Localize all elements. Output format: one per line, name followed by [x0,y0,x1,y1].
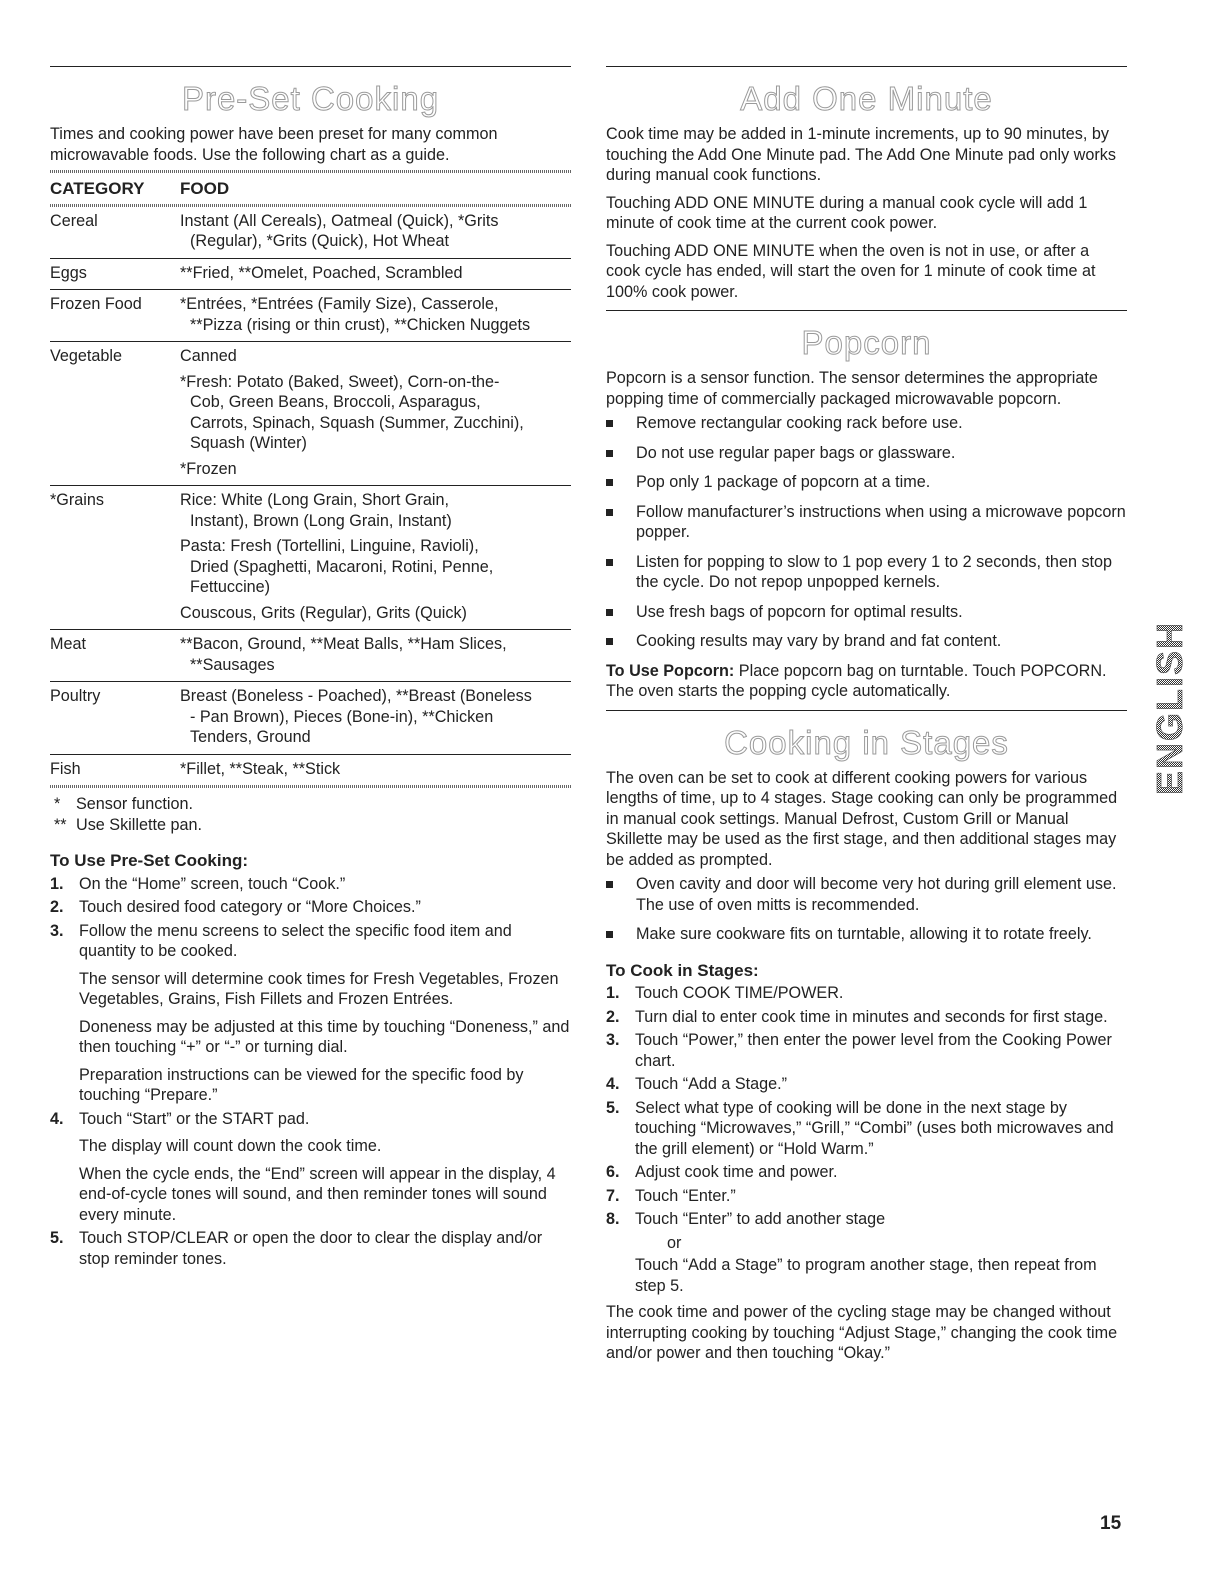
category-cell: Cereal [50,207,180,259]
add-minute-paragraph: Touching ADD ONE MINUTE during a manual cook cycle will add 1 minute of cook time at the current cook power. [606,193,1088,232]
step-text: Touch “Enter.” [635,1186,736,1205]
stages-bullets [606,874,1127,945]
footnotes [50,794,571,835]
bullet-item [606,552,1127,593]
food-block [180,459,571,480]
food-cell [180,682,571,755]
food-cell [180,342,571,486]
table-row [50,290,571,342]
step-text: Touch “Start” or the START pad. [79,1109,310,1128]
add-minute-paragraph: Touching ADD ONE MINUTE when the oven is not in use, or after a cook cycle has ended, will start the oven for 1 minute of cook time at 100% cook power. [606,241,1096,301]
food-block [180,686,571,748]
step-text: Turn dial to enter cook time in minutes and seconds for first stage. [635,1007,1108,1026]
category-cell: Vegetable [50,342,180,486]
table-row [50,486,571,630]
top-rule [606,66,1127,67]
bullet-square-icon [606,559,613,566]
food-block [180,211,571,252]
category-cell: Frozen Food [50,290,180,342]
food-line: **Bacon, Ground, **Meat Balls, **Ham Slices, [180,635,507,653]
bullet-square-icon [606,509,613,516]
food-line: Tenders, Ground [190,728,311,746]
food-cell [180,754,571,785]
bullet-text: Cooking results may vary by brand and fat content. [636,632,1002,650]
step-text: Touch “Power,” then enter the power level from the Cooking Power chart. [635,1031,1112,1070]
category-cell: Poultry [50,682,180,755]
food-line: Fettuccine) [190,578,271,596]
food-line: **Fried, **Omelet, Poached, Scrambled [180,263,463,282]
category-cell: *Grains [50,486,180,630]
bullet-text: Oven cavity and door will become very hot during grill element use. The use of oven mitts is recommended. [636,875,1117,914]
step-item [50,874,571,895]
step-item [606,1074,1127,1095]
popcorn-bullets [606,413,1127,652]
step-subtext: The sensor will determine cook times for Fresh Vegetables, Frozen Vegetables, Grains, Fish Fillets and Frozen Entrées. [79,969,559,1008]
table-row [50,754,571,785]
table-bottom-border [50,785,571,788]
step-text: Touch STOP/CLEAR or open the door to clear the display and/or stop reminder tones. [79,1229,543,1268]
top-rule [50,66,571,67]
bullet-item [606,924,1127,945]
food-block [180,490,571,531]
howto-heading-preset: To Use Pre-Set Cooking: [50,851,249,870]
bullet-text: Do not use regular paper bags or glassware. [636,443,956,462]
section-rule [606,310,1127,311]
bullet-item [606,874,1127,915]
food-cell [180,630,571,682]
stages-intro: The oven can be set to cook at different cooking powers for various lengths of time, up to 4 stages. Stage cooking can only be programmed in manual cook settings. Manual Defrost, Custom Grill or Manual Skillette may be used as the first stage, and then additional stages may be added as prompted. [606,768,1118,869]
food-block [180,759,571,780]
step-subtext: Doneness may be adjusted at this time by touching “Doneness,” and then touching “+” or “-” or turning dial. [79,1017,570,1056]
section-title-popcorn: Popcorn [801,324,932,361]
bullet-item [606,472,1127,493]
step-text: Follow the menu screens to select the specific food item and quantity to be cooked. [79,921,512,960]
step-item [50,1228,571,1269]
step-number: 4. [606,1075,620,1093]
step-text: On the “Home” screen, touch “Cook.” [79,874,346,893]
step-number: 6. [606,1163,620,1181]
table-row [50,342,571,486]
footnote-text: Use Skillette pan. [76,815,202,834]
step-number: 3. [50,921,64,940]
step-item [606,1007,1127,1028]
preset-steps-list [50,874,571,1270]
or-step: Touch “Add a Stage” to program another stage, then repeat from step 5. [635,1256,1097,1295]
or-text: or [667,1233,682,1252]
food-block [180,634,571,675]
food-line: Breast (Boneless - Poached), **Breast (Boneless [180,687,532,705]
step-text: Adjust cook time and power. [635,1163,838,1181]
food-block [180,263,571,284]
add-minute-paragraph: Cook time may be added in 1-minute increments, up to 90 minutes, by touching the Add One Minute pad. The Add One Minute pad only works during manual cook functions. [606,125,1116,184]
table-row [50,258,571,290]
bullet-text: Make sure cookware fits on turntable, allowing it to rotate freely. [636,925,1092,943]
step-number: 8. [606,1210,620,1228]
section-rule [606,710,1127,711]
step-item [606,1098,1127,1160]
bullet-square-icon [606,931,613,938]
food-cell [180,258,571,290]
step-item [606,983,1127,1004]
food-line: Couscous, Grits (Regular), Grits (Quick) [180,603,467,622]
footnote-mark: * [54,795,61,813]
step-item [606,1209,1127,1230]
stages-closing: The cook time and power of the cycling stage may be changed without interrupting cooking by touching “Adjust Stage,” changing the cook time and/or power and then touching “Okay.” [606,1303,1118,1362]
food-line: Instant), Brown (Long Grain, Instant) [190,511,452,530]
food-line: *Frozen [180,459,237,478]
food-cell [180,290,571,342]
page-number: 15 [1100,1513,1122,1534]
step-item [606,1162,1127,1183]
bullet-text: Follow manufacturer’s instructions when using a microwave popcorn popper. [636,502,1126,541]
preset-category-table [50,173,571,785]
bullet-square-icon [606,881,613,888]
popcorn-instructions [606,661,1127,702]
table-body [50,207,571,786]
food-line: Dried (Spaghetti, Macaroni, Rotini, Penne, [190,557,494,576]
footnote-mark: ** [54,815,67,834]
food-block [180,603,571,624]
step-number: 2. [50,898,64,916]
stages-steps-list [606,983,1127,1230]
table-row [50,630,571,682]
step-number: 2. [606,1007,620,1026]
bullet-square-icon [606,420,613,427]
bullet-text: Use fresh bags of popcorn for optimal results. [636,602,963,621]
bullet-item [606,631,1127,652]
section-title-add-one-minute: Add One Minute [740,80,993,117]
step-text: Select what type of cooking will be done in the next stage by touching “Microwaves,” “Grill,” “Combi” (uses both microwaves and the grill element) or “Hold Warm.” [635,1098,1114,1158]
left-column [50,66,571,1272]
bullet-item [606,502,1127,543]
food-cell [180,486,571,630]
food-line: **Sausages [190,655,275,674]
side-tab-label: ENGLISH [1149,620,1190,796]
step-subtext: The display will count down the cook time. [79,1137,382,1155]
bullet-square-icon [606,638,613,645]
bullet-item [606,602,1127,623]
food-line: - Pan Brown), Pieces (Bone-in), **Chicken [190,707,494,726]
food-line: Rice: White (Long Grain, Short Grain, [180,491,449,509]
step-item [606,1030,1127,1071]
food-block [180,294,571,335]
step-text: Touch “Add a Stage.” [635,1075,788,1093]
table-row [50,207,571,259]
bullet-text: Listen for popping to slow to 1 pop every 1 to 2 seconds, then stop the cycle. Do not repop unpopped kernels. [636,552,1113,591]
add-minute-body [606,124,1127,302]
footnote [50,815,571,836]
howto-heading-stages: To Cook in Stages: [606,960,759,980]
food-line: Instant (All Cereals), Oatmeal (Quick), *Grits [180,211,499,230]
step-subtext: When the cycle ends, the “End” screen will appear in the display, 4 end-of-cycle tones will sound, and then reminder tones will sound every minute. [79,1164,556,1224]
step-number: 5. [606,1098,620,1117]
food-line: Cob, Green Beans, Broccoli, Asparagus, [190,393,481,411]
step-item [50,921,571,1106]
section-title-cooking-in-stages: Cooking in Stages [724,723,1009,761]
step-number: 3. [606,1031,620,1049]
preset-intro: Times and cooking power have been preset for many common microwavable foods. Use the following chart as a guide. [50,125,498,164]
food-line: *Fillet, **Steak, **Stick [180,759,341,778]
bullet-item [606,443,1127,464]
step-text: Touch COOK TIME/POWER. [635,984,844,1002]
bullet-item [606,413,1127,434]
step-number: 1. [50,874,64,893]
food-line: Canned [180,347,237,365]
bullet-text: Pop only 1 package of popcorn at a time. [636,473,931,491]
food-line: *Entrées, *Entrées (Family Size), Casserole, [180,295,499,313]
bullet-square-icon [606,609,613,616]
food-block [180,536,571,598]
popcorn-intro: Popcorn is a sensor function. The sensor determines the appropriate popping time of commercially packaged microwavable popcorn. [606,369,1098,408]
col-header-category: CATEGORY [50,179,145,198]
language-side-tab [1149,560,1190,856]
footnote-text: Sensor function. [76,795,193,813]
step-item [606,1186,1127,1207]
food-line: Pasta: Fresh (Tortellini, Linguine, Ravioli), [180,537,479,555]
step-text: Touch desired food category or “More Choices.” [79,898,421,916]
step-number: 1. [606,984,620,1002]
step-subtext: Preparation instructions can be viewed for the specific food by touching “Prepare.” [79,1065,524,1104]
food-cell [180,207,571,259]
section-title-preset-cooking: Pre-Set Cooking [181,80,440,117]
step-number: 7. [606,1186,620,1205]
category-cell: Meat [50,630,180,682]
step-number: 5. [50,1229,64,1247]
popcorn-use-text: Place popcorn bag on turntable. Touch POPCORN. The oven starts the popping cycle automatically. [606,661,1107,700]
food-line: **Pizza (rising or thin crust), **Chicken Nuggets [190,315,531,334]
popcorn-use-label: To Use Popcorn: [606,661,735,680]
food-line: Squash (Winter) [190,434,307,452]
step-item [50,1109,571,1226]
step-item [50,897,571,918]
category-cell: Eggs [50,258,180,290]
table-row [50,682,571,755]
food-block [180,346,571,367]
food-line: (Regular), *Grits (Quick), Hot Wheat [190,232,450,250]
bullet-square-icon [606,479,613,486]
col-header-food: FOOD [180,179,230,198]
category-cell: Fish [50,759,81,778]
step-number: 4. [50,1109,64,1128]
bullet-text: Remove rectangular cooking rack before use. [636,414,963,432]
food-line: *Fresh: Potato (Baked, Sweet), Corn-on-the- [180,372,500,391]
step-text: Touch “Enter” to add another stage [635,1210,886,1228]
food-line: Carrots, Spinach, Squash (Summer, Zucchini), [190,413,524,432]
bullet-square-icon [606,450,613,457]
right-column [606,66,1127,1367]
footnote [50,794,571,815]
food-block [180,372,571,454]
